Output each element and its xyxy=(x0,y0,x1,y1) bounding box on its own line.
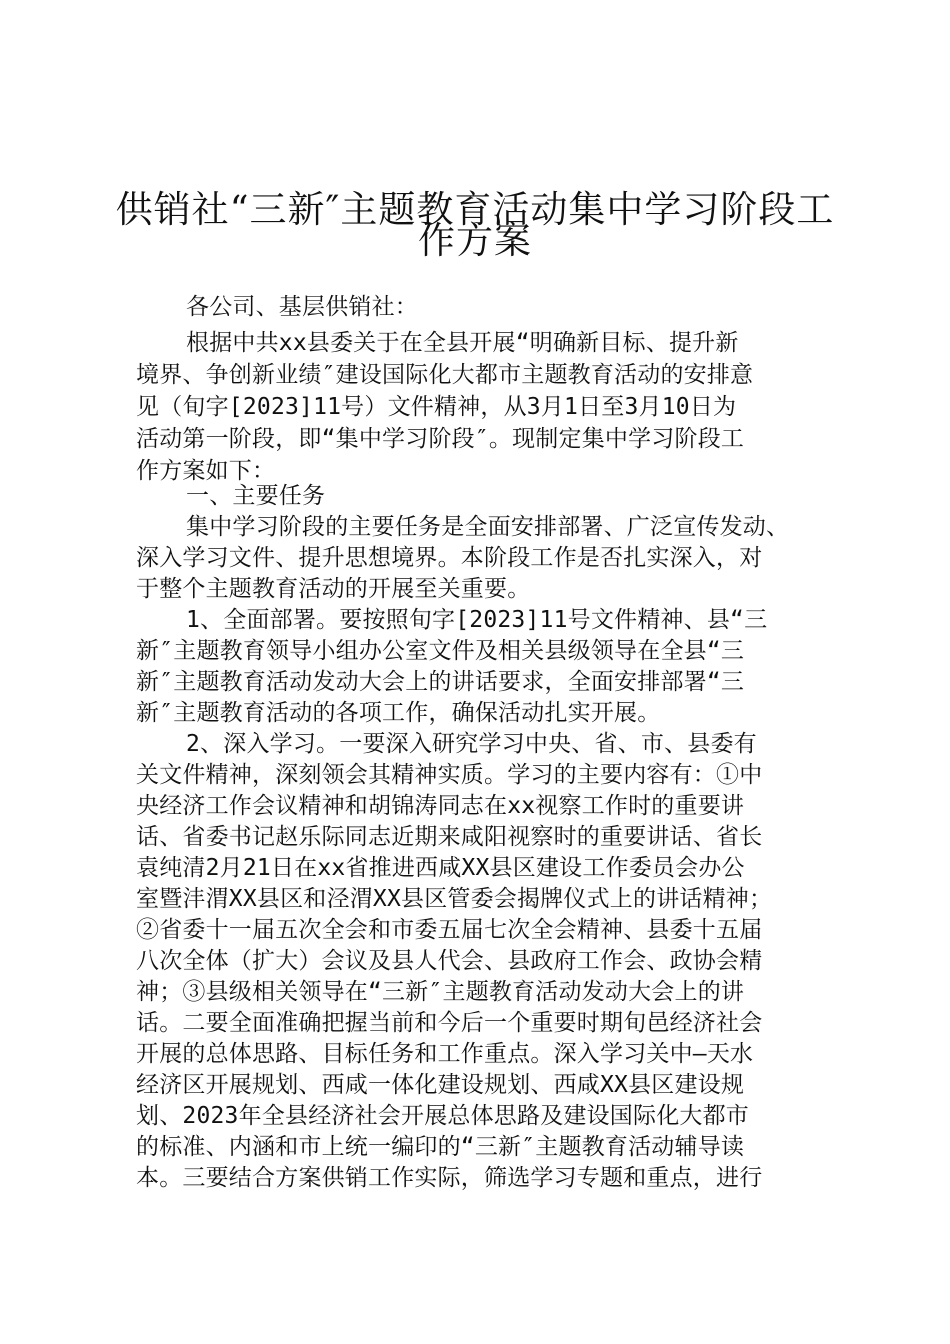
text-line: 经济区开展规划、西咸一体化建设规划、西咸XX县区建设规 xyxy=(136,1072,745,1098)
section-heading: 一、主要任务 xyxy=(186,483,326,509)
text-line: 央经济工作会议精神和胡锦涛同志在xx视察工作时的重要讲 xyxy=(136,793,745,819)
text-line: 本。三要结合方案供销工作实际，筛选学习专题和重点，进行 xyxy=(136,1165,763,1191)
text-line: 的标准、内涵和市上统一编印的“三新″主题教育活动辅导读 xyxy=(136,1134,745,1160)
text-line: 深入学习文件、提升思想境界。本阶段工作是否扎实深入，对 xyxy=(136,545,763,571)
text-line: 1、全面部署。要按照旬字[2023]11号文件精神、县“三 xyxy=(186,607,768,633)
text-line: 关文件精神，深刻领会其精神实质。学习的主要内容有：①中 xyxy=(136,762,763,788)
text-line: 室暨沣渭XX县区和泾渭XX县区管委会揭牌仪式上的讲话精神； xyxy=(136,886,773,912)
text-line: 于整个主题教育活动的开展至关重要。 xyxy=(136,576,531,602)
text-line: 根据中共xx县委关于在全县开展“明确新目标、提升新 xyxy=(186,330,739,356)
text-line: 见（旬字[2023]11号）文件精神，从3月1日至3月10日为 xyxy=(136,394,737,420)
text-line: 活动第一阶段，即“集中学习阶段″。现制定集中学习阶段工 xyxy=(136,426,745,452)
text-line: 话、省委书记赵乐际同志近期来咸阳视察时的重要讲话、省长 xyxy=(136,824,763,850)
text-line: 新″主题教育活动的各项工作，确保活动扎实开展。 xyxy=(136,700,661,726)
text-line: 划、2023年全县经济社会开展总体思路及建设国际化大都市 xyxy=(136,1103,749,1129)
document-title-line-1: 供销社“三新″主题教育活动集中学习阶段工 xyxy=(115,188,835,231)
text-line: 神；③县级相关领导在“三新″主题教育活动发动大会上的讲 xyxy=(136,979,745,1005)
text-line: ②省委十一届五次全会和市委五届七次全会精神、县委十五届 xyxy=(136,917,763,943)
text-line: 开展的总体思路、目标任务和工作重点。深入学习关中—天水 xyxy=(136,1041,754,1067)
text-line: 2、深入学习。一要深入研究学习中央、省、市、县委有 xyxy=(186,731,757,757)
text-line: 新″主题教育活动发动大会上的讲话要求，全面安排部署“三 xyxy=(136,669,745,695)
text-line: 集中学习阶段的主要任务是全面安排部署、广泛宣传发动、 xyxy=(186,514,790,540)
text-line: 各公司、基层供销社： xyxy=(186,294,418,320)
text-line: 境界、争创新业绩″建设国际化大都市主题教育活动的安排意 xyxy=(136,362,754,388)
text-line: 八次全体（扩大）会议及县人代会、县政府工作会、政协会精 xyxy=(136,948,763,974)
text-line: 话。二要全面准确把握当前和今后一个重要时期旬邑经济社会 xyxy=(136,1010,763,1036)
text-line: 作方案如下： xyxy=(136,458,276,484)
text-line: 袁纯清2月21日在xx省推进西咸XX县区建设工作委员会办公 xyxy=(136,855,745,881)
document-title-line-2: 作方案 xyxy=(418,219,532,262)
text-line: 新″主题教育领导小组办公室文件及相关县级领导在全县“三 xyxy=(136,638,745,664)
